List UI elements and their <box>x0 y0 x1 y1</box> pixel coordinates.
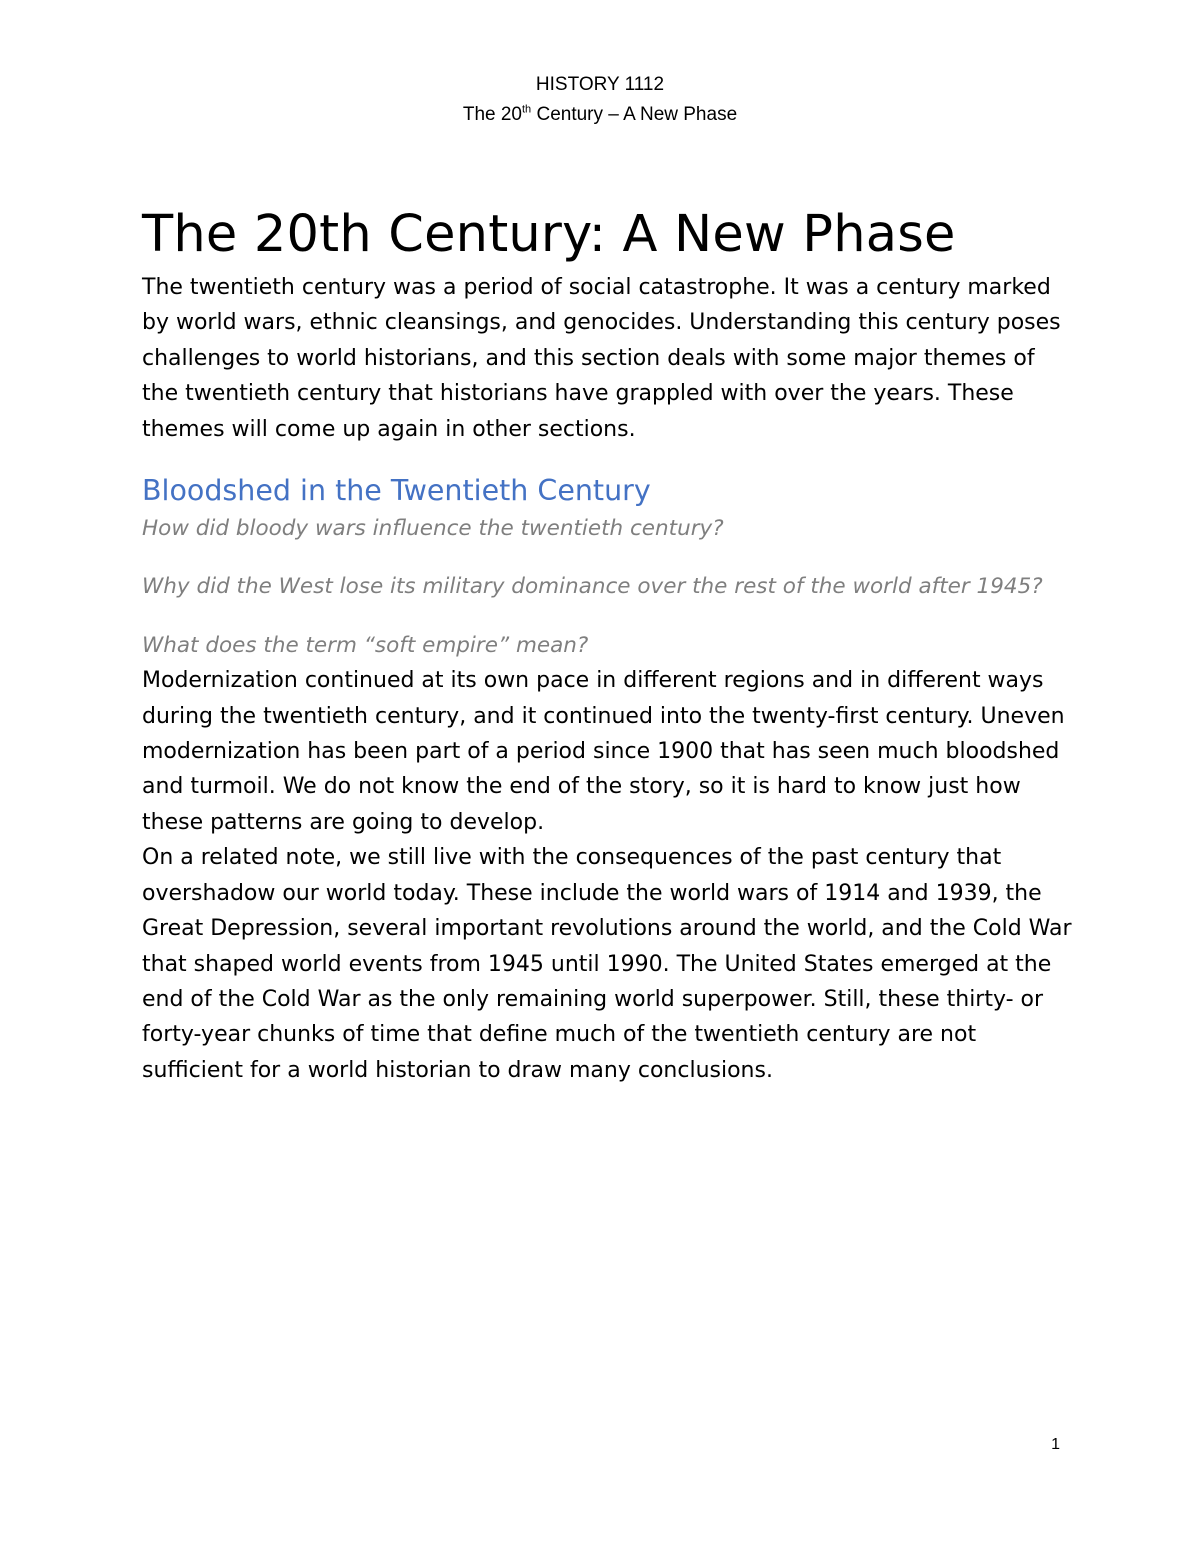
body-paragraph-consequences: On a related note, we still live with the consequences of the past century that overshadow our world today. These include the world wars of 1914 and 1939, the Great Depression, several important revolutions around the world, and the Cold War that shaped world events from 1945 until 1990. The United States emerged at the end of the Cold War as the only remaining world superpower. Still, these thirty- or forty-year chunks of time that define much of the twentieth century are not sufficient for a world historian to draw many conclusions. <box>142 845 1072 1083</box>
guiding-question-3: What does the term “soft empire” mean? <box>142 632 589 658</box>
header-subtitle-superscript: th <box>522 103 532 116</box>
intro-paragraph: The twentieth century was a period of social catastrophe. It was a century marked by world wars, ethnic cleansings, and genocides. Understanding this century poses challenges to world historians, and this section deals with some major themes of the twentieth century that historians have grappled with over the years. These themes will come up again in other sections. <box>142 275 1061 442</box>
guiding-question-2: Why did the West lose its military dominance over the rest of the world after 1945? <box>142 574 1043 600</box>
header-subtitle <box>0 100 1200 130</box>
header-subtitle-start: The 20 <box>462 104 522 125</box>
running-header <box>0 70 1200 130</box>
header-subtitle-end: Century – A New Phase <box>531 104 738 125</box>
page-number: 1 <box>1051 1436 1060 1453</box>
section-heading: Bloodshed in the Twentieth Century <box>142 474 651 508</box>
document-body <box>142 200 1072 1088</box>
header-course: HISTORY 1112 <box>535 74 665 95</box>
guiding-question-1: How did bloody wars influence the twentieth century? <box>142 516 724 542</box>
document-title: The 20th Century: A New Phase <box>142 205 956 264</box>
body-paragraph-modernization: Modernization continued at its own pace in different regions and in different ways during the twentieth century, and it continued into the twenty-first century. Uneven modernization has been part of a period since 1900 that has seen much bloodshed and turmoil. We do not know the end of the story, so it is hard to know just how these patterns are going to develop. <box>142 668 1065 835</box>
